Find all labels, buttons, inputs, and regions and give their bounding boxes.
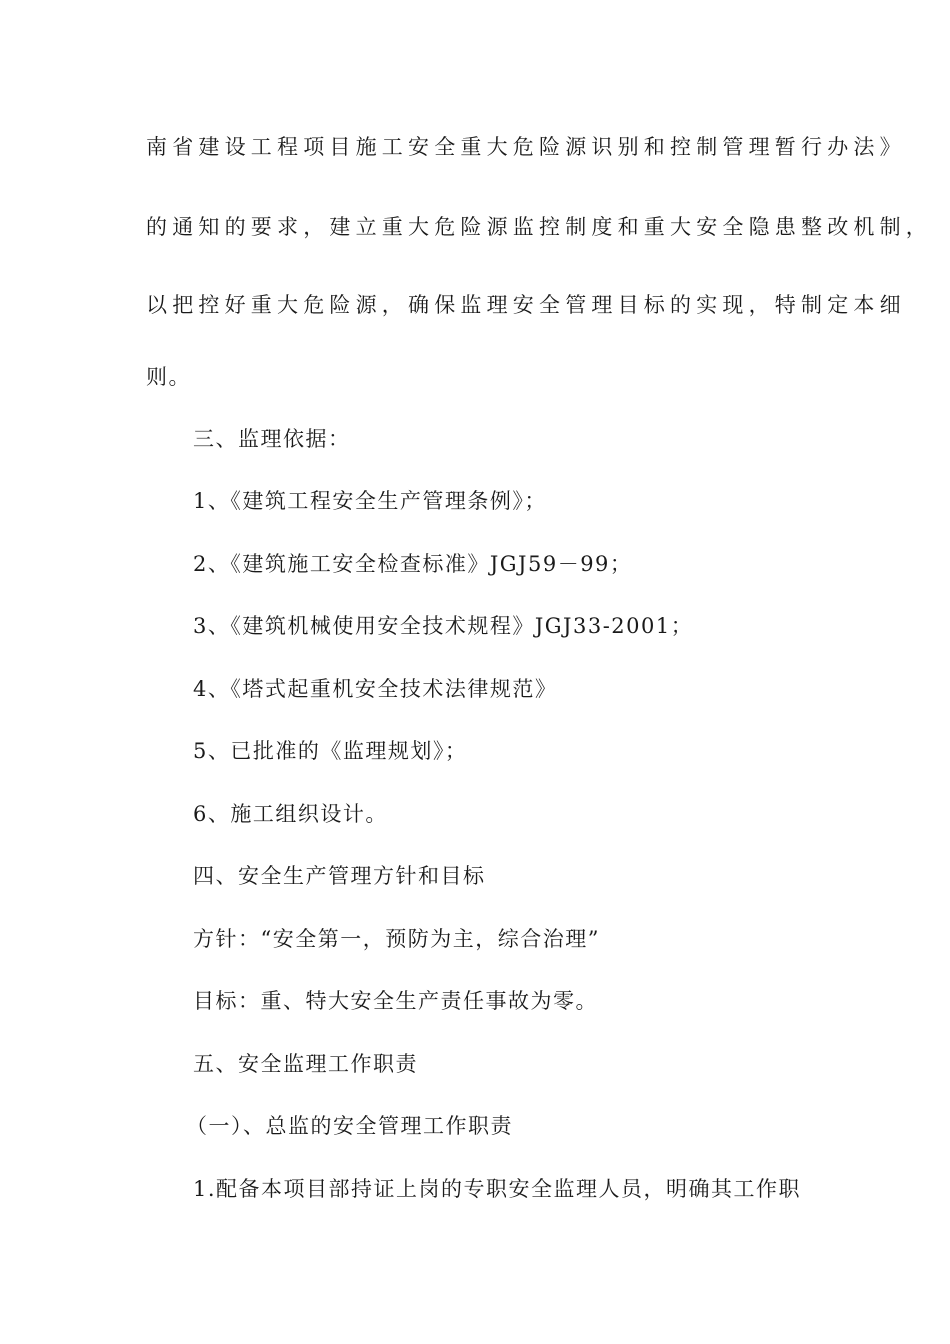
section-heading-policy: 四、安全生产管理方针和目标 xyxy=(193,864,486,888)
basis-item-1: 1、《建筑工程安全生产管理条例》； xyxy=(193,489,547,513)
basis-item-6: 6、施工组织设计。 xyxy=(193,802,388,826)
paragraph-line-2: 的通知的要求，建立重大危险源监控制度和重大安全隐患整改机制， xyxy=(146,215,932,239)
goal-line: 目标：重、特大安全生产责任事故为零。 xyxy=(193,989,598,1013)
paragraph-line-3: 以把控好重大危险源，确保监理安全管理目标的实现，特制定本细 xyxy=(146,293,906,317)
policy-line: 方针：“安全第一，预防为主，综合治理” xyxy=(193,927,600,951)
paragraph-line-4: 则。 xyxy=(146,365,191,389)
section-heading-duties: 五、安全监理工作职责 xyxy=(193,1052,418,1076)
subsection-heading-chief: （一）、总监的安全管理工作职责 xyxy=(186,1114,513,1138)
duty-item-1: 1.配备本项目部持证上岗的专职安全监理人员，明确其工作职 xyxy=(193,1177,802,1201)
basis-item-4: 4、《塔式起重机安全技术法律规范》 xyxy=(193,677,558,701)
paragraph-line-1: 南省建设工程项目施工安全重大危险源识别和控制管理暂行办法》 xyxy=(146,135,906,159)
basis-item-5: 5、已批准的《监理规划》； xyxy=(193,739,468,763)
section-heading-basis: 三、监理依据： xyxy=(193,427,351,451)
basis-item-2: 2、《建筑施工安全检查标准》JGJ59－99； xyxy=(193,552,633,576)
basis-item-3: 3、《建筑机械使用安全技术规程》JGJ33-2001； xyxy=(193,614,694,638)
